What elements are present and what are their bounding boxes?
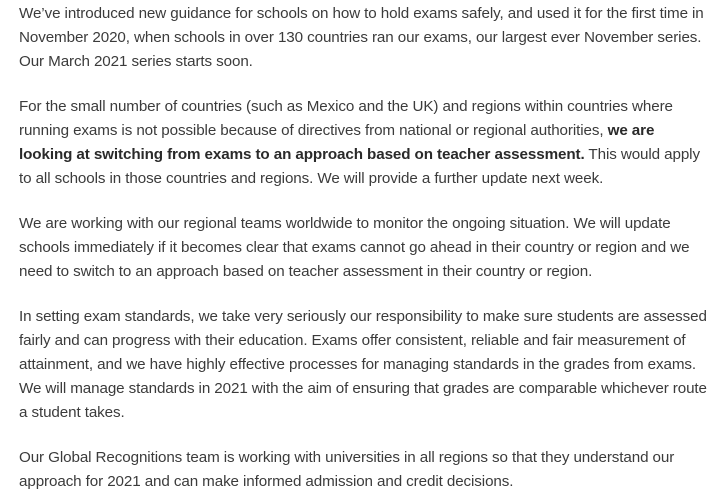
emphasized-text: we are looking at switching from exams to an approach based on teacher assessment.: [19, 122, 655, 163]
paragraph-text-lead: For the small number of countries (such as Mexico and the UK) and regions within countries where running exams is not possible because of directives from national or regional authorities,: [19, 98, 673, 139]
paragraph-text-tail: This would apply to all schools in those countries and regions. We will provide a further update next week.: [19, 146, 700, 187]
paragraph-exam-guidance: We’ve introduced new guidance for schools on how to hold exams safely, and used it for the first time in November 2020, when schools in over 130 countries ran our exams, our largest ever November series. Our March 2021 series starts soon.: [19, 5, 704, 70]
paragraph-exam-standards: In setting exam standards, we take very seriously our responsibility to make sure students are assessed fairly and can progress with their education. Exams offer consistent, reliable and fair measurement of attainment, and we have highly effective processes for managing standards in the grades from exams. We will manage standards in 2021 with the aim of ensuring that grades are comparable whichever route a student takes.: [19, 308, 707, 421]
paragraph-global-recognitions: Our Global Recognitions team is working with universities in all regions so that they understand our approach for 2021 and can make informed admission and credit decisions.: [19, 449, 675, 490]
paragraph-monitoring: We are working with our regional teams worldwide to monitor the ongoing situation. We will update schools immediately if it becomes clear that exams cannot go ahead in their country or region and we need to switch to an approach based on teacher assessment in their country or region.: [19, 215, 690, 280]
article-body: [19, 2, 709, 494]
paragraph-teacher-assessment: [19, 95, 709, 191]
